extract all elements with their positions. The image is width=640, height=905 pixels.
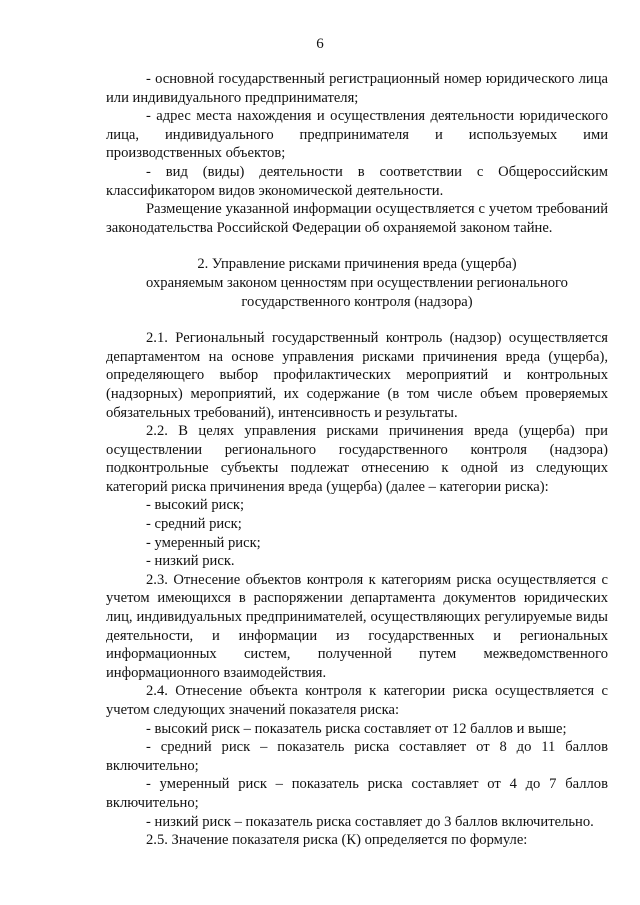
paragraph-placement: Размещение указанной информации осуществляется с учетом требований законодательства Российской Федерации об охраняемой законом тайне.: [106, 201, 608, 236]
section-heading-line-1: 2. Управление рисками причинения вреда (ущерба): [197, 256, 517, 273]
section-heading-line-2: охраняемым законом ценностям при осуществлении регионального: [146, 274, 568, 291]
list-item-moderate-risk: - умеренный риск;: [146, 534, 261, 551]
section-heading-line-3: государственного контроля (надзора): [241, 293, 473, 310]
list-item-high-risk: - высокий риск;: [146, 497, 245, 514]
paragraph-2-4: 2.4. Отнесение объекта контроля к категории риска осуществляется с учетом следующих значений показателя риска:: [106, 683, 608, 718]
paragraph-ogrn: - основной государственный регистрационный номер юридического лица или индивидуального предпринимателя;: [106, 71, 608, 106]
paragraph-2-3: 2.3. Отнесение объектов контроля к категориям риска осуществляется с учетом имеющихся в распоряжении департамента документов юридических лиц, индивидуальных предпринимателей, осуществляющих регулируемые виды деятельности, и информации из государственных и региональных информационных систем, полученной путем межведомственного информационного взаимодействия.: [106, 571, 608, 681]
risk-value-moderate: - умеренный риск – показатель риска составляет от 4 до 7 баллов включительно;: [106, 776, 608, 811]
paragraph-2-5: 2.5. Значение показателя риска (К) определяется по формуле:: [146, 832, 528, 849]
section-heading: [106, 255, 608, 311]
document-body: [106, 70, 608, 850]
paragraph-address: - адрес места нахождения и осуществления деятельности юридического лица, индивидуального предпринимателя и используемых ими производственных объектов;: [106, 108, 608, 162]
risk-value-low: - низкий риск – показатель риска составляет до 3 баллов включительно.: [146, 813, 594, 830]
paragraph-2-1: 2.1. Региональный государственный контроль (надзор) осуществляется департаментом на основе управления рисками причинения вреда (ущерба), определяющего выбор профилактических мероприятий и контрольных (надзорных) мероприятий, их содержание (в том числе объем проверяемых обязательных требований), интенсивность и результаты.: [106, 330, 608, 421]
page-number: 6: [316, 36, 324, 52]
list-item-low-risk: - низкий риск.: [146, 553, 235, 570]
risk-value-high: - высокий риск – показатель риска составляет от 12 баллов и выше;: [146, 720, 567, 737]
paragraph-activity: - вид (виды) деятельности в соответствии с Общероссийским классификатором видов экономической деятельности.: [106, 163, 608, 199]
paragraph-2-2: 2.2. В целях управления рисками причинения вреда (ущерба) при осуществлении регионального государственного контроля (надзора) подконтрольные субъекты подлежат отнесению к одной из следующих категорий риска причинения вреда (ущерба) (далее – категории риска):: [106, 423, 608, 495]
risk-value-medium: - средний риск – показатель риска составляет от 8 до 11 баллов включительно;: [106, 739, 608, 774]
list-item-medium-risk: - средний риск;: [146, 516, 242, 533]
